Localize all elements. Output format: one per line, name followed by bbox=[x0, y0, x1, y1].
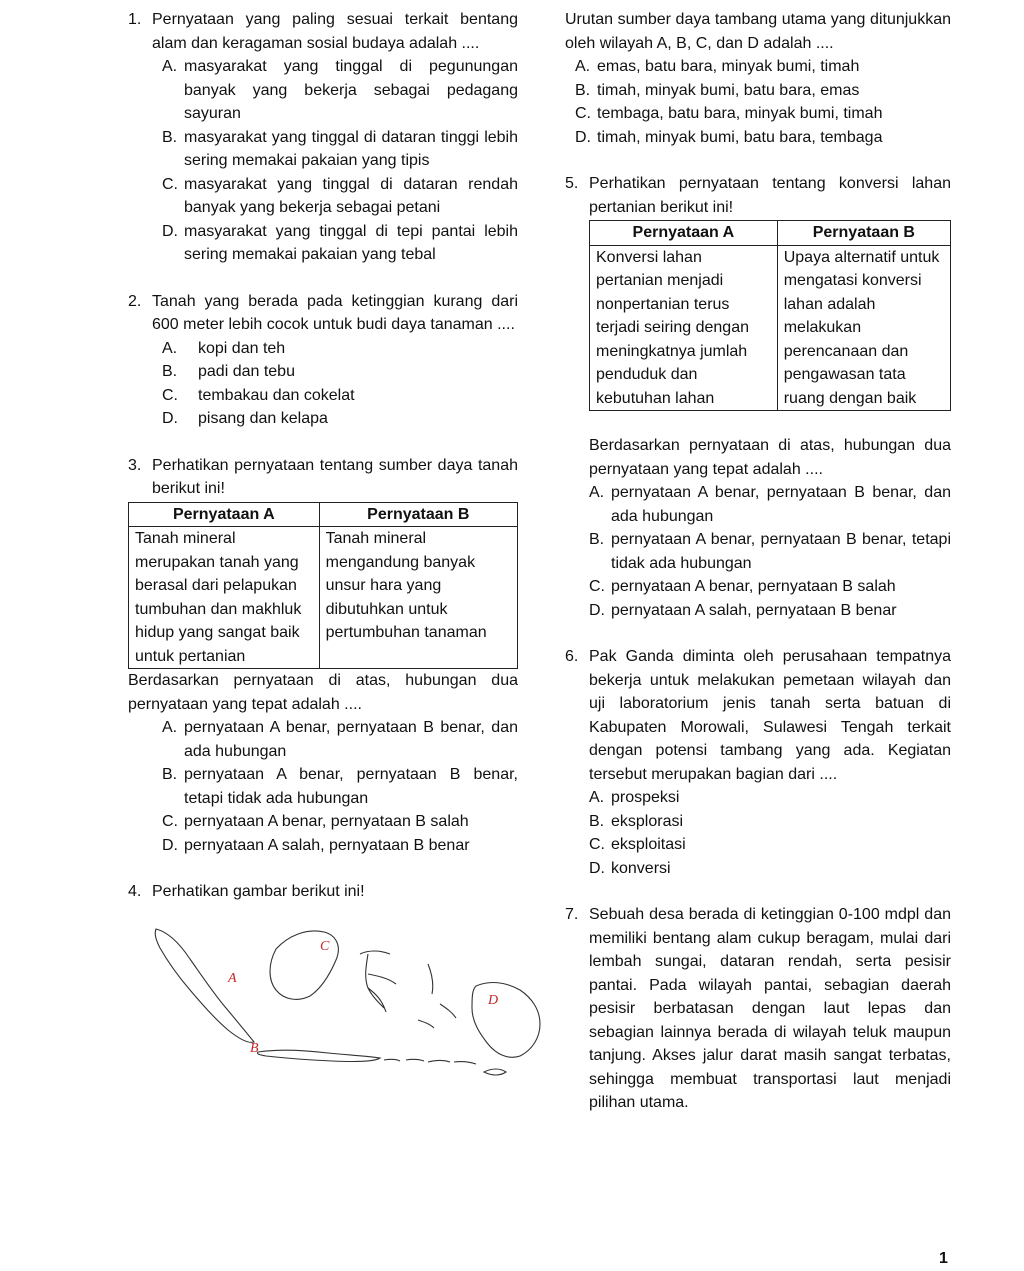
statement-table bbox=[589, 220, 951, 411]
map-label-d: D bbox=[488, 992, 499, 1008]
option-d[interactable]: D. masyarakat yang tinggal di tepi pantai lebih sering memakai pakaian yang tebal bbox=[162, 222, 518, 263]
sumatra-island bbox=[155, 929, 254, 1042]
option-b[interactable]: B. padi dan tebu bbox=[162, 363, 295, 380]
option-list bbox=[162, 337, 518, 431]
table-header-b: Pernyataan B bbox=[319, 502, 517, 527]
sulawesi-island bbox=[360, 951, 396, 1012]
question-instruction: Berdasarkan pernyataan di atas, hubungan dua pernyataan yang tepat adalah .... bbox=[128, 672, 518, 713]
right-column bbox=[565, 8, 951, 1115]
option-a[interactable]: A. pernyataan A benar, pernyataan B benar, dan ada hubungan bbox=[589, 484, 951, 525]
option-b[interactable]: B. pernyataan A benar, pernyataan B benar, tetapi tidak ada hubungan bbox=[162, 766, 518, 807]
statement-a: Konversi lahan pertanian menjadi nonpertanian terus terjadi seiring dengan meningkatnya jumlah penduduk dan kebutuhan lahan bbox=[590, 245, 778, 411]
question-number: 1. bbox=[128, 11, 142, 28]
indonesia-map bbox=[128, 904, 548, 1094]
statement-b: Upaya alternatif untuk mengatasi konversi lahan adalah melakukan perencanaan dan pengawasan tata ruang dengan baik bbox=[777, 245, 950, 411]
option-d[interactable]: D. pernyataan A salah, pernyataan B benar bbox=[162, 836, 470, 854]
question-number: 4. bbox=[128, 883, 142, 900]
question-5 bbox=[565, 172, 951, 622]
question-stem: Pernyataan yang paling sesuai terkait bentang alam dan keragaman sosial budaya adalah .... bbox=[152, 11, 518, 52]
question-3 bbox=[128, 454, 518, 858]
option-c[interactable]: C. tembaga, batu bara, minyak bumi, timah bbox=[575, 105, 883, 122]
option-b[interactable]: B. timah, minyak bumi, batu bara, emas bbox=[575, 81, 860, 99]
option-list bbox=[575, 55, 951, 149]
question-number: 7. bbox=[565, 906, 579, 923]
question-number: 3. bbox=[128, 456, 142, 474]
option-c[interactable]: C. tembakau dan cokelat bbox=[162, 386, 355, 404]
question-stem: Perhatikan pernyataan tentang konversi lahan pertanian berikut ini! bbox=[589, 175, 951, 216]
option-list bbox=[589, 481, 951, 622]
option-c[interactable]: C. eksploitasi bbox=[589, 836, 686, 853]
option-d[interactable]: D. timah, minyak bumi, batu bara, tembaga bbox=[575, 128, 883, 146]
question-2 bbox=[128, 290, 518, 431]
option-c[interactable]: C. pernyataan A benar, pernyataan B salah bbox=[162, 813, 469, 830]
question-number: 5. bbox=[565, 175, 579, 192]
question-4-continued bbox=[565, 8, 951, 149]
map-label-c: C bbox=[320, 938, 330, 954]
question-6 bbox=[565, 645, 951, 880]
option-a[interactable]: A. emas, batu bara, minyak bumi, timah bbox=[575, 58, 860, 75]
table-header-a: Pernyataan A bbox=[129, 502, 320, 527]
timor-island bbox=[484, 1069, 506, 1075]
question-7 bbox=[565, 903, 951, 1115]
statement-b: Tanah mineral mengandung banyak unsur hara yang dibutuhkan untuk pertumbuhan tanaman bbox=[319, 527, 517, 669]
papua-island bbox=[472, 982, 540, 1057]
option-list bbox=[162, 716, 518, 857]
question-instruction: Berdasarkan pernyataan di atas, hubungan dua pernyataan yang tepat adalah .... bbox=[589, 437, 951, 478]
question-number: 2. bbox=[128, 292, 142, 310]
option-a[interactable]: A. masyarakat yang tinggal di pegunungan banyak yang bekerja sebagai pedagang sayuran bbox=[162, 58, 518, 122]
question-stem: Perhatikan pernyataan tentang sumber daya tanah berikut ini! bbox=[152, 456, 518, 497]
question-1 bbox=[128, 8, 518, 267]
question-stem: Urutan sumber daya tambang utama yang ditunjukkan oleh wilayah A, B, C, dan D adalah .... bbox=[565, 11, 951, 52]
map-label-a: A bbox=[228, 970, 237, 986]
maluku-islands bbox=[418, 964, 456, 1028]
option-a[interactable]: A. kopi dan teh bbox=[162, 339, 286, 357]
page-number: 1 bbox=[939, 1250, 948, 1267]
option-list bbox=[162, 55, 518, 267]
table-wrapper bbox=[589, 220, 951, 622]
option-d[interactable]: D. pernyataan A salah, pernyataan B benar bbox=[589, 601, 897, 619]
option-d[interactable]: D. pisang dan kelapa bbox=[162, 410, 328, 427]
question-stem: Sebuah desa berada di ketinggian 0-100 mdpl dan memiliki bentang alam cukup beragam, mulai dari lembah sungai, dataran rendah, serta pesisir pantai. Pada wilayah pantai, sebagian daerah pesisir berbatasan dengan laut lepas dan sebagian lainnya berada di wilayah teluk maupun tanjung. Akses jalur darat masih sangat terbatas, sehingga membuat transportasi laut menjadi pilihan utama. bbox=[589, 906, 951, 1111]
option-b[interactable]: B. pernyataan A benar, pernyataan B benar, tetapi tidak ada hubungan bbox=[589, 531, 951, 572]
option-d[interactable]: D. konversi bbox=[589, 859, 671, 877]
table-header-b: Pernyataan B bbox=[777, 221, 950, 246]
option-a[interactable]: A. prospeksi bbox=[589, 789, 680, 806]
left-column bbox=[128, 8, 518, 1094]
option-b[interactable]: B. masyarakat yang tinggal di dataran tinggi lebih sering memakai pakaian yang tipis bbox=[162, 128, 518, 169]
question-number: 6. bbox=[565, 648, 579, 665]
option-b[interactable]: B. eksplorasi bbox=[589, 812, 684, 830]
map-label-b: B bbox=[250, 1040, 259, 1056]
statement-table bbox=[128, 502, 518, 670]
question-stem: Tanah yang berada pada ketinggian kurang dari 600 meter lebih cocok untuk budi daya tanaman .... bbox=[152, 292, 518, 333]
option-c[interactable]: C. masyarakat yang tinggal di dataran rendah banyak yang bekerja sebagai petani bbox=[162, 175, 518, 216]
option-a[interactable]: A. pernyataan A benar, pernyataan B benar, dan ada hubungan bbox=[162, 719, 518, 760]
option-list bbox=[589, 786, 951, 880]
statement-a: Tanah mineral merupakan tanah yang berasal dari pelapukan tumbuhan dan makhluk hidup yang sangat baik untuk pertanian bbox=[129, 527, 320, 669]
table-header-a: Pernyataan A bbox=[590, 221, 778, 246]
option-c[interactable]: C. pernyataan A benar, pernyataan B salah bbox=[589, 578, 896, 595]
question-stem: Pak Ganda diminta oleh perusahaan tempatnya bekerja untuk melakukan pemetaan wilayah dan uji laboratorium jenis tanah serta batuan di Kabupaten Morowali, Sulawesi Tengah terkait dengan potensi tambang yang ada. Kegiatan tersebut merupakan bagian dari .... bbox=[589, 648, 951, 783]
question-stem: Perhatikan gambar berikut ini! bbox=[152, 883, 365, 900]
nusa-tenggara-islands bbox=[384, 1059, 476, 1064]
question-4 bbox=[128, 880, 518, 1094]
java-island bbox=[257, 1050, 380, 1061]
